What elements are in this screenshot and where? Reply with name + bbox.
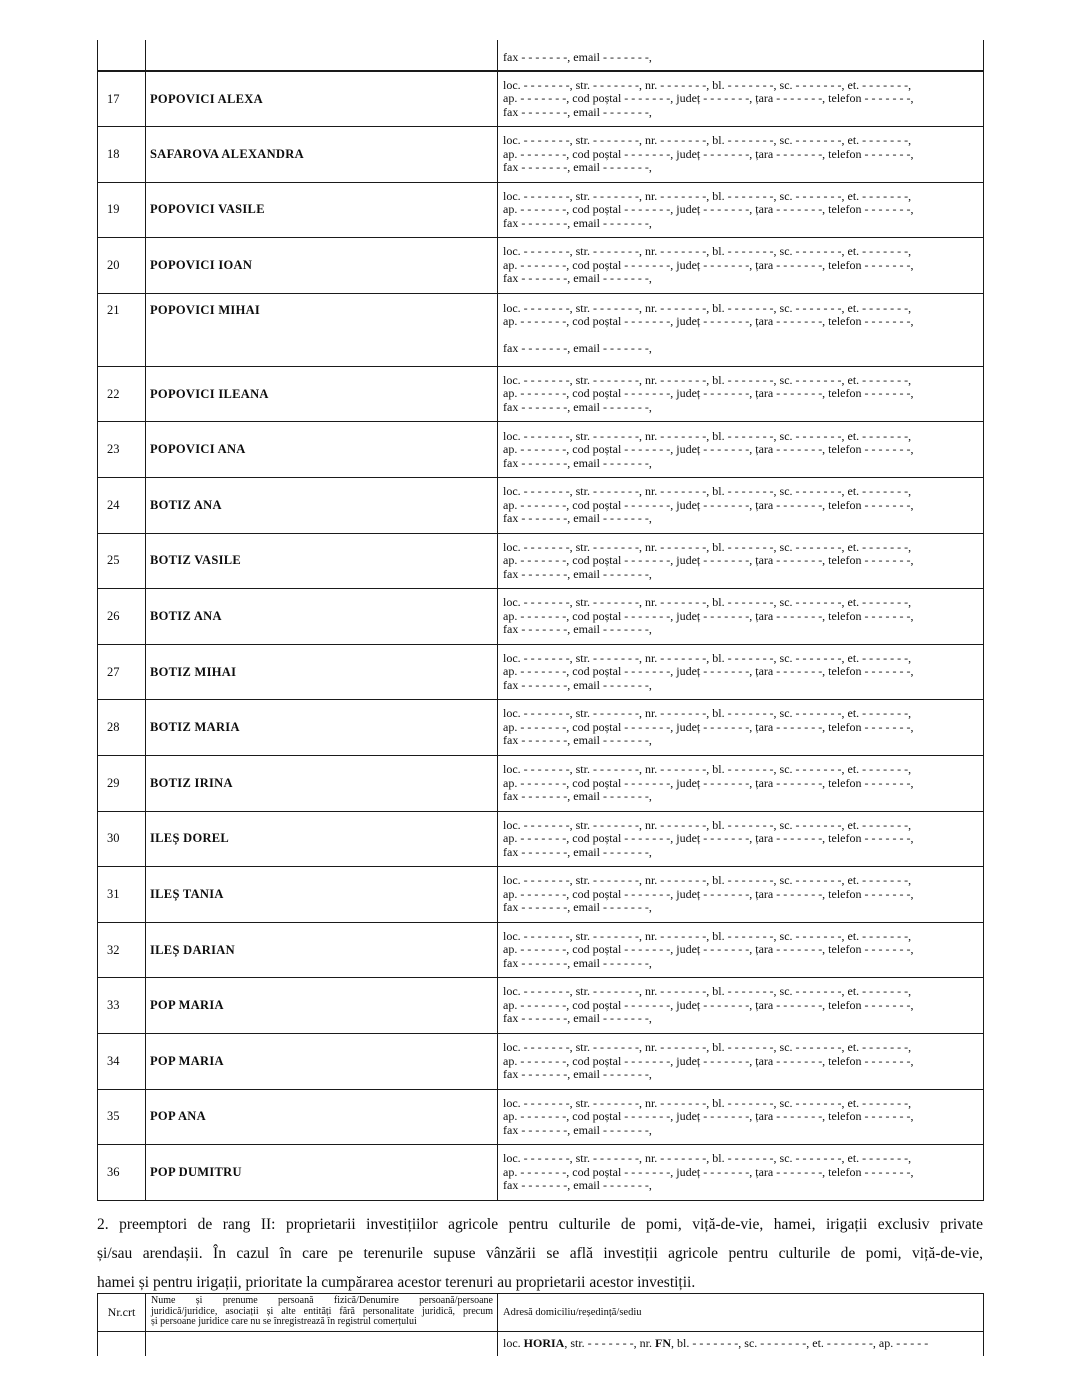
row-number-cell: 34	[98, 1034, 146, 1090]
table-row	[98, 127, 984, 183]
person-name-cell: ILEȘ DARIAN	[146, 922, 498, 978]
table-row	[98, 478, 984, 534]
row-number-cell: 28	[98, 700, 146, 756]
row-number-cell: 22	[98, 366, 146, 422]
header-address-column: Adresă domiciliu/reședință/sediu	[498, 1294, 984, 1332]
address-line-3: fax - - - - - - -, email - - - - - - -,	[503, 216, 652, 230]
row-number-cell: 24	[98, 478, 146, 534]
row-number-cell: 30	[98, 811, 146, 867]
table-row	[98, 182, 984, 238]
table-row	[98, 811, 984, 867]
table-row	[98, 700, 984, 756]
address-line-3: fax - - - - - - -, email - - - - - - -,	[503, 1068, 652, 1082]
address-line-1: loc. - - - - - - -, str. - - - - - - -, nr. - - - - - - -, bl. - - - - - - -, sc. - - - - - - -, et. - - - - - - -,	[503, 189, 912, 203]
address-line-2: ap. - - - - - - -, cod poștal - - - - - - -, județ - - - - - - -, țara - - - - - - -, telefon - - - - - - -,	[503, 1165, 914, 1179]
table-row	[98, 644, 984, 700]
address-cell	[498, 40, 984, 71]
address-cell	[498, 867, 984, 923]
address-line-3: fax - - - - - - -, email - - - - - - -,	[503, 1123, 652, 1137]
address-line-2: ap. - - - - - - -, cod poștal - - - - - - -, județ - - - - - - -, țara - - - - - - -, telefon - - - - - - -,	[503, 554, 914, 568]
address-line-2: ap. - - - - - - -, cod poștal - - - - - - -, județ - - - - - - -, țara - - - - - - -, telefon - - - - - - -,	[503, 92, 914, 106]
address-cell	[498, 978, 984, 1034]
address-line-3: fax - - - - - - -, email - - - - - - -,	[503, 512, 652, 526]
address-line-2: ap. - - - - - - -, cod poștal - - - - - - -, județ - - - - - - -, țara - - - - - - -, telefon - - - - - - -,	[503, 1054, 914, 1068]
header-name-line-2: juridică/juridice, asociații și alte entități fără personalitate juridică, precum	[151, 1305, 493, 1317]
row-number-cell: 23	[98, 422, 146, 478]
address-cell	[498, 293, 984, 366]
table-row	[98, 867, 984, 923]
table-row	[98, 1034, 984, 1090]
person-name-cell	[146, 1332, 498, 1357]
address-line-2: ap. - - - - - - -, cod poștal - - - - - - -, județ - - - - - - -, țara - - - - - - -, telefon - - - - - - -,	[503, 998, 914, 1012]
address-line-3: fax - - - - - - -, email - - - - - - -,	[503, 734, 652, 748]
address-line-1: loc. - - - - - - -, str. - - - - - - -, nr. - - - - - - -, bl. - - - - - - -, sc. - - - - - - -, et. - - - - - - -,	[503, 1152, 912, 1166]
address-line-2: ap. - - - - - - -, cod poștal - - - - - - -, județ - - - - - - -, țara - - - - - - -, telefon - - - - - - -,	[503, 720, 914, 734]
address-template-text: , bl. - - - - - - -, sc. - - - - - - -, et. - - - - - - -, ap. - - - - -	[671, 1336, 929, 1350]
address-line-2: ap. - - - - - - -, cod poștal - - - - - - -, județ - - - - - - -, țara - - - - - - -, telefon - - - - - - -,	[503, 258, 914, 272]
row-number-cell: 35	[98, 1089, 146, 1145]
address-line-1: loc. - - - - - - -, str. - - - - - - -, nr. - - - - - - -, bl. - - - - - - -, sc. - - - - - - -, et. - - - - - - -,	[503, 134, 912, 148]
address-line-3: fax - - - - - - -, email - - - - - - -,	[503, 400, 652, 414]
person-name-cell: SAFAROVA ALEXANDRA	[146, 127, 498, 183]
person-name-cell: BOTIZ MIHAI	[146, 644, 498, 700]
address-cell	[498, 478, 984, 534]
person-name-cell: BOTIZ VASILE	[146, 533, 498, 589]
address-cell	[498, 756, 984, 812]
row-number-cell	[98, 40, 146, 71]
address-line-2: ap. - - - - - - -, cod poștal - - - - - - -, județ - - - - - - -, țara - - - - - - -, telefon - - - - - - -,	[503, 387, 914, 401]
row-number-cell: 26	[98, 589, 146, 645]
address-line-1: loc. - - - - - - -, str. - - - - - - -, nr. - - - - - - -, bl. - - - - - - -, sc. - - - - - - -, et. - - - - - - -,	[503, 874, 912, 888]
address-line-3: fax - - - - - - -, email - - - - - - -,	[503, 456, 652, 470]
address-line-1: loc. - - - - - - -, str. - - - - - - -, nr. - - - - - - -, bl. - - - - - - -, sc. - - - - - - -, et. - - - - - - -,	[503, 245, 912, 259]
row-number-cell: 29	[98, 756, 146, 812]
address-line-2: ap. - - - - - - -, cod poștal - - - - - - -, județ - - - - - - -, țara - - - - - - -, telefon - - - - - - -,	[503, 776, 914, 790]
address-line-3: fax - - - - - - -, email - - - - - - -,	[503, 1012, 652, 1026]
address-filled-value: HORIA	[523, 1336, 565, 1350]
person-name-cell: BOTIZ ANA	[146, 478, 498, 534]
row-number-cell	[98, 1332, 146, 1357]
address-line-3: fax - - - - - - -, email - - - - - - -,	[503, 342, 652, 356]
table-row	[98, 293, 984, 366]
header-name-column	[146, 1294, 498, 1332]
address-line-1: loc. - - - - - - -, str. - - - - - - -, nr. - - - - - - -, bl. - - - - - - -, sc. - - - - - - -, et. - - - - - - -,	[503, 429, 912, 443]
address-line-2: ap. - - - - - - -, cod poștal - - - - - - -, județ - - - - - - -, țara - - - - - - -, telefon - - - - - - -,	[503, 203, 914, 217]
person-name-cell: POPOVICI IOAN	[146, 238, 498, 294]
address-line-2: ap. - - - - - - -, cod poștal - - - - - - -, județ - - - - - - -, țara - - - - - - -, telefon - - - - - - -,	[503, 609, 914, 623]
preemptors-rank1-table	[97, 40, 984, 1201]
address-cell	[498, 644, 984, 700]
person-name-cell: POP ANA	[146, 1089, 498, 1145]
address-line-3: fax - - - - - - -, email - - - - - - -,	[503, 161, 652, 175]
address-cell	[498, 700, 984, 756]
address-cell	[498, 589, 984, 645]
address-line-1: loc. - - - - - - -, str. - - - - - - -, nr. - - - - - - -, bl. - - - - - - -, sc. - - - - - - -, et. - - - - - - -,	[503, 301, 912, 315]
address-line-3: fax - - - - - - -, email - - - - - - -,	[503, 790, 652, 804]
preemptors-rank2-table	[97, 1293, 984, 1356]
address-cell	[498, 1332, 984, 1357]
table-row	[98, 422, 984, 478]
address-cell	[498, 1145, 984, 1201]
table-row	[98, 533, 984, 589]
address-line-2: ap. - - - - - - -, cod poștal - - - - - - -, județ - - - - - - -, țara - - - - - - -, telefon - - - - - - -,	[503, 943, 914, 957]
address-template-text: , str. - - - - - - -, nr.	[564, 1336, 655, 1350]
address-line-1: loc. - - - - - - -, str. - - - - - - -, nr. - - - - - - -, bl. - - - - - - -, sc. - - - - - - -, et. - - - - - - -,	[503, 78, 912, 92]
address-line-3: fax - - - - - - -, email - - - - - - -,	[503, 956, 652, 970]
address-line-fax-email: fax - - - - - - -, email - - - - - - -,	[503, 50, 652, 64]
address-cell	[498, 422, 984, 478]
address-cell	[498, 366, 984, 422]
row-number-cell: 20	[98, 238, 146, 294]
person-name-cell: POP MARIA	[146, 1034, 498, 1090]
table-row	[98, 366, 984, 422]
address-line-2: ap. - - - - - - -, cod poștal - - - - - - -, județ - - - - - - -, țara - - - - - - -, telefon - - - - - - -,	[503, 315, 914, 329]
row-number-cell: 32	[98, 922, 146, 978]
table-row	[98, 756, 984, 812]
address-line-3: fax - - - - - - -, email - - - - - - -,	[503, 623, 652, 637]
address-line-1: loc. - - - - - - -, str. - - - - - - -, nr. - - - - - - -, bl. - - - - - - -, sc. - - - - - - -, et. - - - - - - -,	[503, 485, 912, 499]
rank1-table-body	[98, 40, 984, 1200]
paragraph-line-2: și/sau arendașii. În cazul în care pe terenurile supuse vânzării se află investiții agricole pentru culturile de pomi, viță-de-vie,	[97, 1245, 983, 1262]
address-line-3: fax - - - - - - -, email - - - - - - -,	[503, 1179, 652, 1193]
address-cell	[498, 811, 984, 867]
address-line-1: loc. - - - - - - -, str. - - - - - - -, nr. - - - - - - -, bl. - - - - - - -, sc. - - - - - - -, et. - - - - - - -,	[503, 929, 912, 943]
row-number-cell: 33	[98, 978, 146, 1034]
address-line-1: loc. - - - - - - -, str. - - - - - - -, nr. - - - - - - -, bl. - - - - - - -, sc. - - - - - - -, et. - - - - - - -,	[503, 540, 912, 554]
address-line-2: ap. - - - - - - -, cod poștal - - - - - - -, județ - - - - - - -, țara - - - - - - -, telefon - - - - - - -,	[503, 665, 914, 679]
paragraph-line-1: 2. preemptori de rang II: proprietarii investițiilor agricole pentru culturile de pomi, viță-de-vie, hamei, irigații exclusiv private	[97, 1216, 983, 1233]
row-number-cell: 19	[98, 182, 146, 238]
address-cell	[498, 922, 984, 978]
table-row	[98, 978, 984, 1034]
rank2-table-body	[98, 1294, 984, 1357]
address-line-1: loc. - - - - - - -, str. - - - - - - -, nr. - - - - - - -, bl. - - - - - - -, sc. - - - - - - -, et. - - - - - - -,	[503, 763, 912, 777]
address-line-1: loc. - - - - - - -, str. - - - - - - -, nr. - - - - - - -, bl. - - - - - - -, sc. - - - - - - -, et. - - - - - - -,	[503, 651, 912, 665]
address-line-1: loc. - - - - - - -, str. - - - - - - -, nr. - - - - - - -, bl. - - - - - - -, sc. - - - - - - -, et. - - - - - - -,	[503, 1041, 912, 1055]
person-name-cell: ILEȘ DOREL	[146, 811, 498, 867]
address-line-2: ap. - - - - - - -, cod poștal - - - - - - -, județ - - - - - - -, țara - - - - - - -, telefon - - - - - - -,	[503, 887, 914, 901]
person-name-cell: POPOVICI MIHAI	[146, 293, 498, 366]
table-row	[98, 1145, 984, 1201]
address-line-2: ap. - - - - - - -, cod poștal - - - - - - -, județ - - - - - - -, țara - - - - - - -, telefon - - - - - - -,	[503, 498, 914, 512]
address-cell	[498, 182, 984, 238]
person-name-cell: POPOVICI ILEANA	[146, 366, 498, 422]
table-row	[98, 238, 984, 294]
address-line-1: loc. - - - - - - -, str. - - - - - - -, nr. - - - - - - -, bl. - - - - - - -, sc. - - - - - - -, et. - - - - - - -,	[503, 707, 912, 721]
address-filled-value: FN	[655, 1336, 671, 1350]
person-name-cell	[146, 40, 498, 71]
address-line-1: loc. - - - - - - -, str. - - - - - - -, nr. - - - - - - -, bl. - - - - - - -, sc. - - - - - - -, et. - - - - - - -,	[503, 818, 912, 832]
address-line-1: loc. - - - - - - -, str. - - - - - - -, nr. - - - - - - -, bl. - - - - - - -, sc. - - - - - - -, et. - - - - - - -,	[503, 373, 912, 387]
header-nr-crt: Nr.crt	[98, 1294, 146, 1332]
address-line-3: fax - - - - - - -, email - - - - - - -,	[503, 678, 652, 692]
table-row	[98, 922, 984, 978]
address-cell	[498, 1034, 984, 1090]
person-name-cell: BOTIZ MARIA	[146, 700, 498, 756]
person-name-cell: ILEȘ TANIA	[146, 867, 498, 923]
row-number-cell: 27	[98, 644, 146, 700]
row-number-cell: 18	[98, 127, 146, 183]
address-line-2: ap. - - - - - - -, cod poștal - - - - - - -, județ - - - - - - -, țara - - - - - - -, telefon - - - - - - -,	[503, 832, 914, 846]
person-name-cell: POPOVICI VASILE	[146, 182, 498, 238]
row-number-cell: 21	[98, 293, 146, 366]
address-line-2: ap. - - - - - - -, cod poștal - - - - - - -, județ - - - - - - -, țara - - - - - - -, telefon - - - - - - -,	[503, 147, 914, 161]
person-name-cell: POP MARIA	[146, 978, 498, 1034]
rank2-header-row	[98, 1294, 984, 1332]
person-name-cell: BOTIZ ANA	[146, 589, 498, 645]
address-line-2: ap. - - - - - - -, cod poștal - - - - - - -, județ - - - - - - -, țara - - - - - - -, telefon - - - - - - -,	[503, 1110, 914, 1124]
table-row	[98, 71, 984, 127]
address-line-3: fax - - - - - - -, email - - - - - - -,	[503, 105, 652, 119]
table-row	[98, 589, 984, 645]
person-name-cell: POP DUMITRU	[146, 1145, 498, 1201]
header-name-line-1: Nume și prenume persoană fizică/Denumire persoană/persoane	[151, 1295, 493, 1306]
carryover-row	[98, 40, 984, 71]
address-line-3: fax - - - - - - -, email - - - - - - -,	[503, 901, 652, 915]
address-line-1: loc. - - - - - - -, str. - - - - - - -, nr. - - - - - - -, bl. - - - - - - -, sc. - - - - - - -, et. - - - - - - -,	[503, 596, 912, 610]
rank2-paragraph	[97, 1210, 983, 1297]
row-number-cell: 31	[98, 867, 146, 923]
paragraph-line-3: hamei și pentru irigații, prioritate la cumpărarea acestor terenuri au proprietarii acestor investiții.	[97, 1274, 696, 1291]
row-number-cell: 25	[98, 533, 146, 589]
address-cell	[498, 71, 984, 127]
address-line-3: fax - - - - - - -, email - - - - - - -,	[503, 272, 652, 286]
address-line-1: loc. - - - - - - -, str. - - - - - - -, nr. - - - - - - -, bl. - - - - - - -, sc. - - - - - - -, et. - - - - - - -,	[503, 1096, 912, 1110]
row-number-cell: 17	[98, 71, 146, 127]
address-cell	[498, 533, 984, 589]
address-template-text: loc.	[503, 1336, 524, 1350]
table-row	[98, 1089, 984, 1145]
rank2-first-row	[98, 1332, 984, 1357]
address-cell	[498, 238, 984, 294]
row-number-cell: 36	[98, 1145, 146, 1201]
header-name-line-3: și persoane juridice care nu se înregistrează în registrul comerțului	[151, 1316, 417, 1328]
address-cell	[498, 127, 984, 183]
address-line-2: ap. - - - - - - -, cod poștal - - - - - - -, județ - - - - - - -, țara - - - - - - -, telefon - - - - - - -,	[503, 443, 914, 457]
address-line-1: loc. - - - - - - -, str. - - - - - - -, nr. - - - - - - -, bl. - - - - - - -, sc. - - - - - - -, et. - - - - - - -,	[503, 985, 912, 999]
person-name-cell: BOTIZ IRINA	[146, 756, 498, 812]
person-name-cell: POPOVICI ANA	[146, 422, 498, 478]
address-cell	[498, 1089, 984, 1145]
address-line-3: fax - - - - - - -, email - - - - - - -,	[503, 845, 652, 859]
person-name-cell: POPOVICI ALEXA	[146, 71, 498, 127]
address-line-3: fax - - - - - - -, email - - - - - - -,	[503, 567, 652, 581]
